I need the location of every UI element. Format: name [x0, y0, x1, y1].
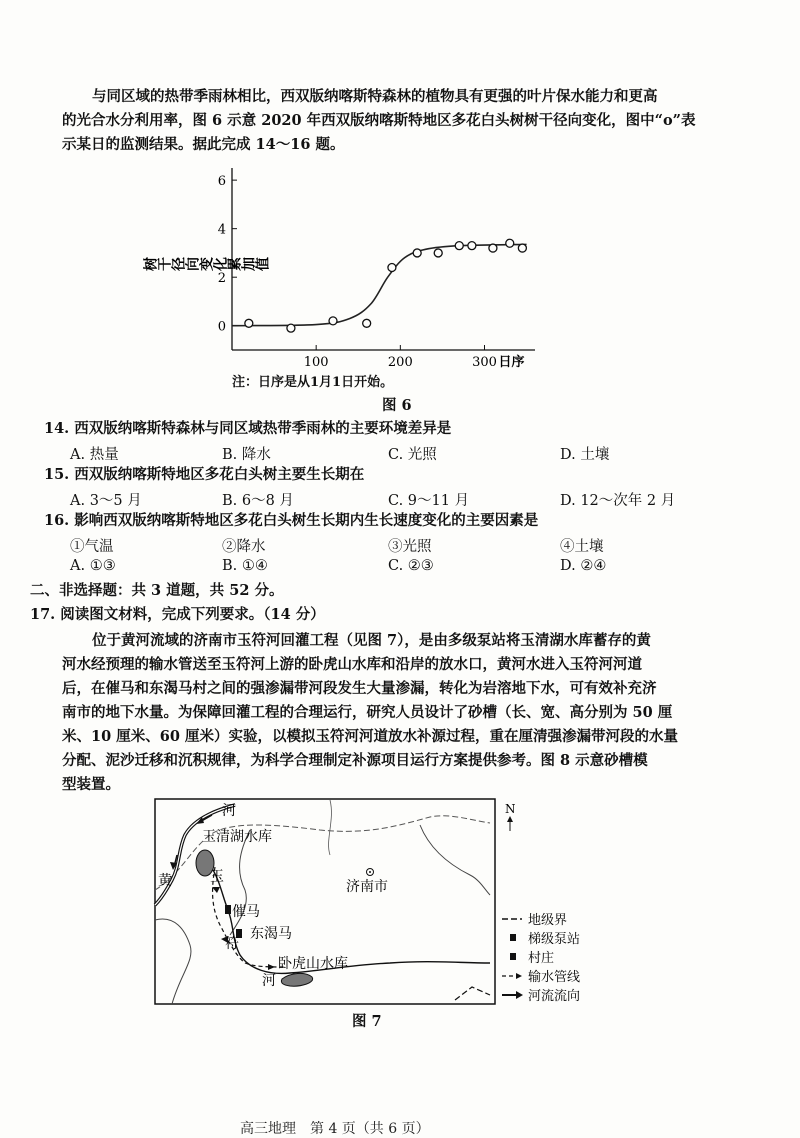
label-yuqinghu-reservoir: 玉清湖水库 [202, 829, 272, 845]
chart-data-point [489, 244, 497, 252]
river-east [420, 825, 490, 895]
wohushan-reservoir-shape [281, 973, 312, 986]
section-2-heading: 二、非选择题：共 3 道题，共 52 分。 [30, 582, 284, 599]
chart-x-tick-label: 100 [303, 355, 329, 370]
q15-option-b[interactable]: B. 6～8 月 [222, 493, 294, 509]
boundary-line-se [455, 987, 490, 1000]
q15-option-d[interactable]: D. 12～次年 2 月 [560, 493, 676, 509]
label-fu: 符 [225, 936, 239, 952]
river-west [155, 919, 191, 1004]
label-wohushan-reservoir: 卧虎山水库 [278, 956, 348, 972]
q16-factor-2: ②降水 [222, 539, 266, 555]
chart-data-point [287, 324, 295, 332]
intro-line-2: 的光合水分利用率，图 6 示意 2020 年西双版纳喀斯特地区多花白头树树干径向变化，图中“o”表 [62, 112, 696, 129]
figure-6-note: 注：日序是从1月1日开始。 [232, 375, 394, 390]
q16-option-c[interactable]: C. ②③ [388, 558, 434, 574]
chart-data-point [518, 244, 526, 252]
q17-line-5: 米、10 厘米、60 厘米）实验，以模拟玉符河河道放水补源过程，重在厘清强渗漏带河段的水量 [62, 728, 678, 745]
north-label: N [505, 802, 516, 816]
q14-option-d[interactable]: D. 土壤 [560, 447, 610, 463]
q17-line-4: 南市的地下水量。为保障回灌工程的合理运行，研究人员设计了砂槽（长、宽、高分别为 50 厘 [62, 704, 673, 721]
chart-data-point [329, 317, 337, 325]
chart-y-tick-label: 6 [217, 174, 226, 190]
intro-line-1: 与同区域的热带季雨林相比，西双版纳喀斯特森林的植物具有更强的叶片保水能力和更高 [92, 88, 658, 105]
chart-ylabel: 树干径向变化累加值 [143, 257, 269, 273]
q16-option-b[interactable]: B. ①④ [222, 558, 268, 574]
q14-option-a[interactable]: A. 热量 [70, 447, 119, 463]
chart-y-tick-label: 0 [217, 319, 226, 335]
chart-data-point [413, 249, 421, 257]
chart-data-point [388, 263, 396, 271]
chart-x-tick-label: 300 [472, 355, 497, 370]
pipeline-arrow-1 [212, 887, 220, 893]
q17-line-1: 位于黄河流域的济南市玉符河回灌工程（见图 7），是由多级泵站将玉清湖水库蓄存的黄 [92, 632, 651, 649]
q16-factor-1: ①气温 [70, 539, 114, 555]
q16-option-a[interactable]: A. ①③ [70, 558, 116, 574]
chart-data-point [363, 319, 371, 327]
chart-y-tick-label: 4 [217, 222, 226, 238]
q16-factor-4: ④土壤 [560, 539, 604, 555]
figure-6-chart [143, 160, 560, 370]
pipeline-arrow-3 [268, 964, 275, 970]
q14-stem: 14. 西双版纳喀斯特森林与同区域热带季雨林的主要环境差异是 [44, 420, 452, 437]
intro-line-3: 示某日的监测结果。据此完成 14～16 题。 [62, 136, 345, 153]
q17-line-2: 河水经预理的输水管送至玉符河上游的卧虎山水库和沿岸的放水口，黄河水进入玉符河河道 [62, 656, 642, 673]
q16-factor-3: ③光照 [388, 539, 432, 555]
river-north-small [329, 800, 332, 855]
label-jinan-city: 济南市 [346, 879, 388, 895]
label-dongkema: 东渴马 [250, 926, 292, 942]
page-footer: 高三地理 第 4 页（共 6 页） [240, 1121, 430, 1137]
chart-x-tick-label: 200 [387, 355, 413, 370]
q17-line-7: 型装置。 [62, 776, 120, 793]
chart-y-tick-label: 2 [217, 271, 226, 287]
q17-stem: 17. 阅读图文材料，完成下列要求。（14 分） [30, 606, 325, 623]
q15-option-a[interactable]: A. 3～5 月 [70, 493, 142, 509]
legend-flow: 河流流向 [528, 989, 581, 1004]
chart-data-point [245, 319, 253, 327]
label-huang: 黄 [158, 873, 172, 889]
label-he-top: 河 [222, 803, 236, 819]
q16-option-d[interactable]: D. ②④ [560, 558, 607, 574]
legend-pump: 梯级泵站 [528, 932, 581, 947]
figure-6-caption: 图 6 [382, 397, 412, 414]
chart-xlabel: 日序 [498, 355, 525, 370]
figure-7-map [150, 795, 680, 1010]
label-yu: 玉 [210, 869, 224, 885]
q14-option-b[interactable]: B. 降水 [222, 447, 271, 463]
chart-data-point [506, 239, 514, 247]
map-legend [502, 912, 580, 1004]
q17-line-3: 后，在催马和东渴马村之间的强渗漏带河段发生大量渗漏，转化为岩溶地下水，可有效补充济 [62, 680, 657, 697]
q15-option-c[interactable]: C. 9～11 月 [388, 493, 470, 509]
figure-7-caption: 图 7 [352, 1013, 382, 1030]
chart-data-point [434, 249, 442, 257]
village-cuima [225, 905, 231, 914]
q16-stem: 16. 影响西双版纳喀斯特地区多花白头树生长期内生长速度变化的主要因素是 [44, 512, 539, 529]
legend-village-icon [510, 953, 516, 960]
q17-line-6: 分配、泥沙迁移和沉积规律，为科学合理制定补源项目运行方案提供参考。图 8 示意砂槽模 [62, 752, 648, 769]
chart-fit-curve [232, 244, 527, 325]
chart-data-point [455, 242, 463, 250]
label-he-bottom: 河 [262, 973, 276, 989]
label-cuima: 催马 [232, 904, 260, 920]
legend-village: 村庄 [528, 951, 555, 966]
legend-boundary: 地级界 [528, 913, 568, 928]
q14-option-c[interactable]: C. 光照 [388, 447, 437, 463]
yellow-river [155, 805, 235, 905]
legend-pump-icon [510, 934, 516, 941]
legend-pipeline: 输水管线 [528, 970, 581, 985]
q15-stem: 15. 西双版纳喀斯特地区多花白头树主要生长期在 [44, 466, 365, 483]
chart-data-point [468, 242, 476, 250]
